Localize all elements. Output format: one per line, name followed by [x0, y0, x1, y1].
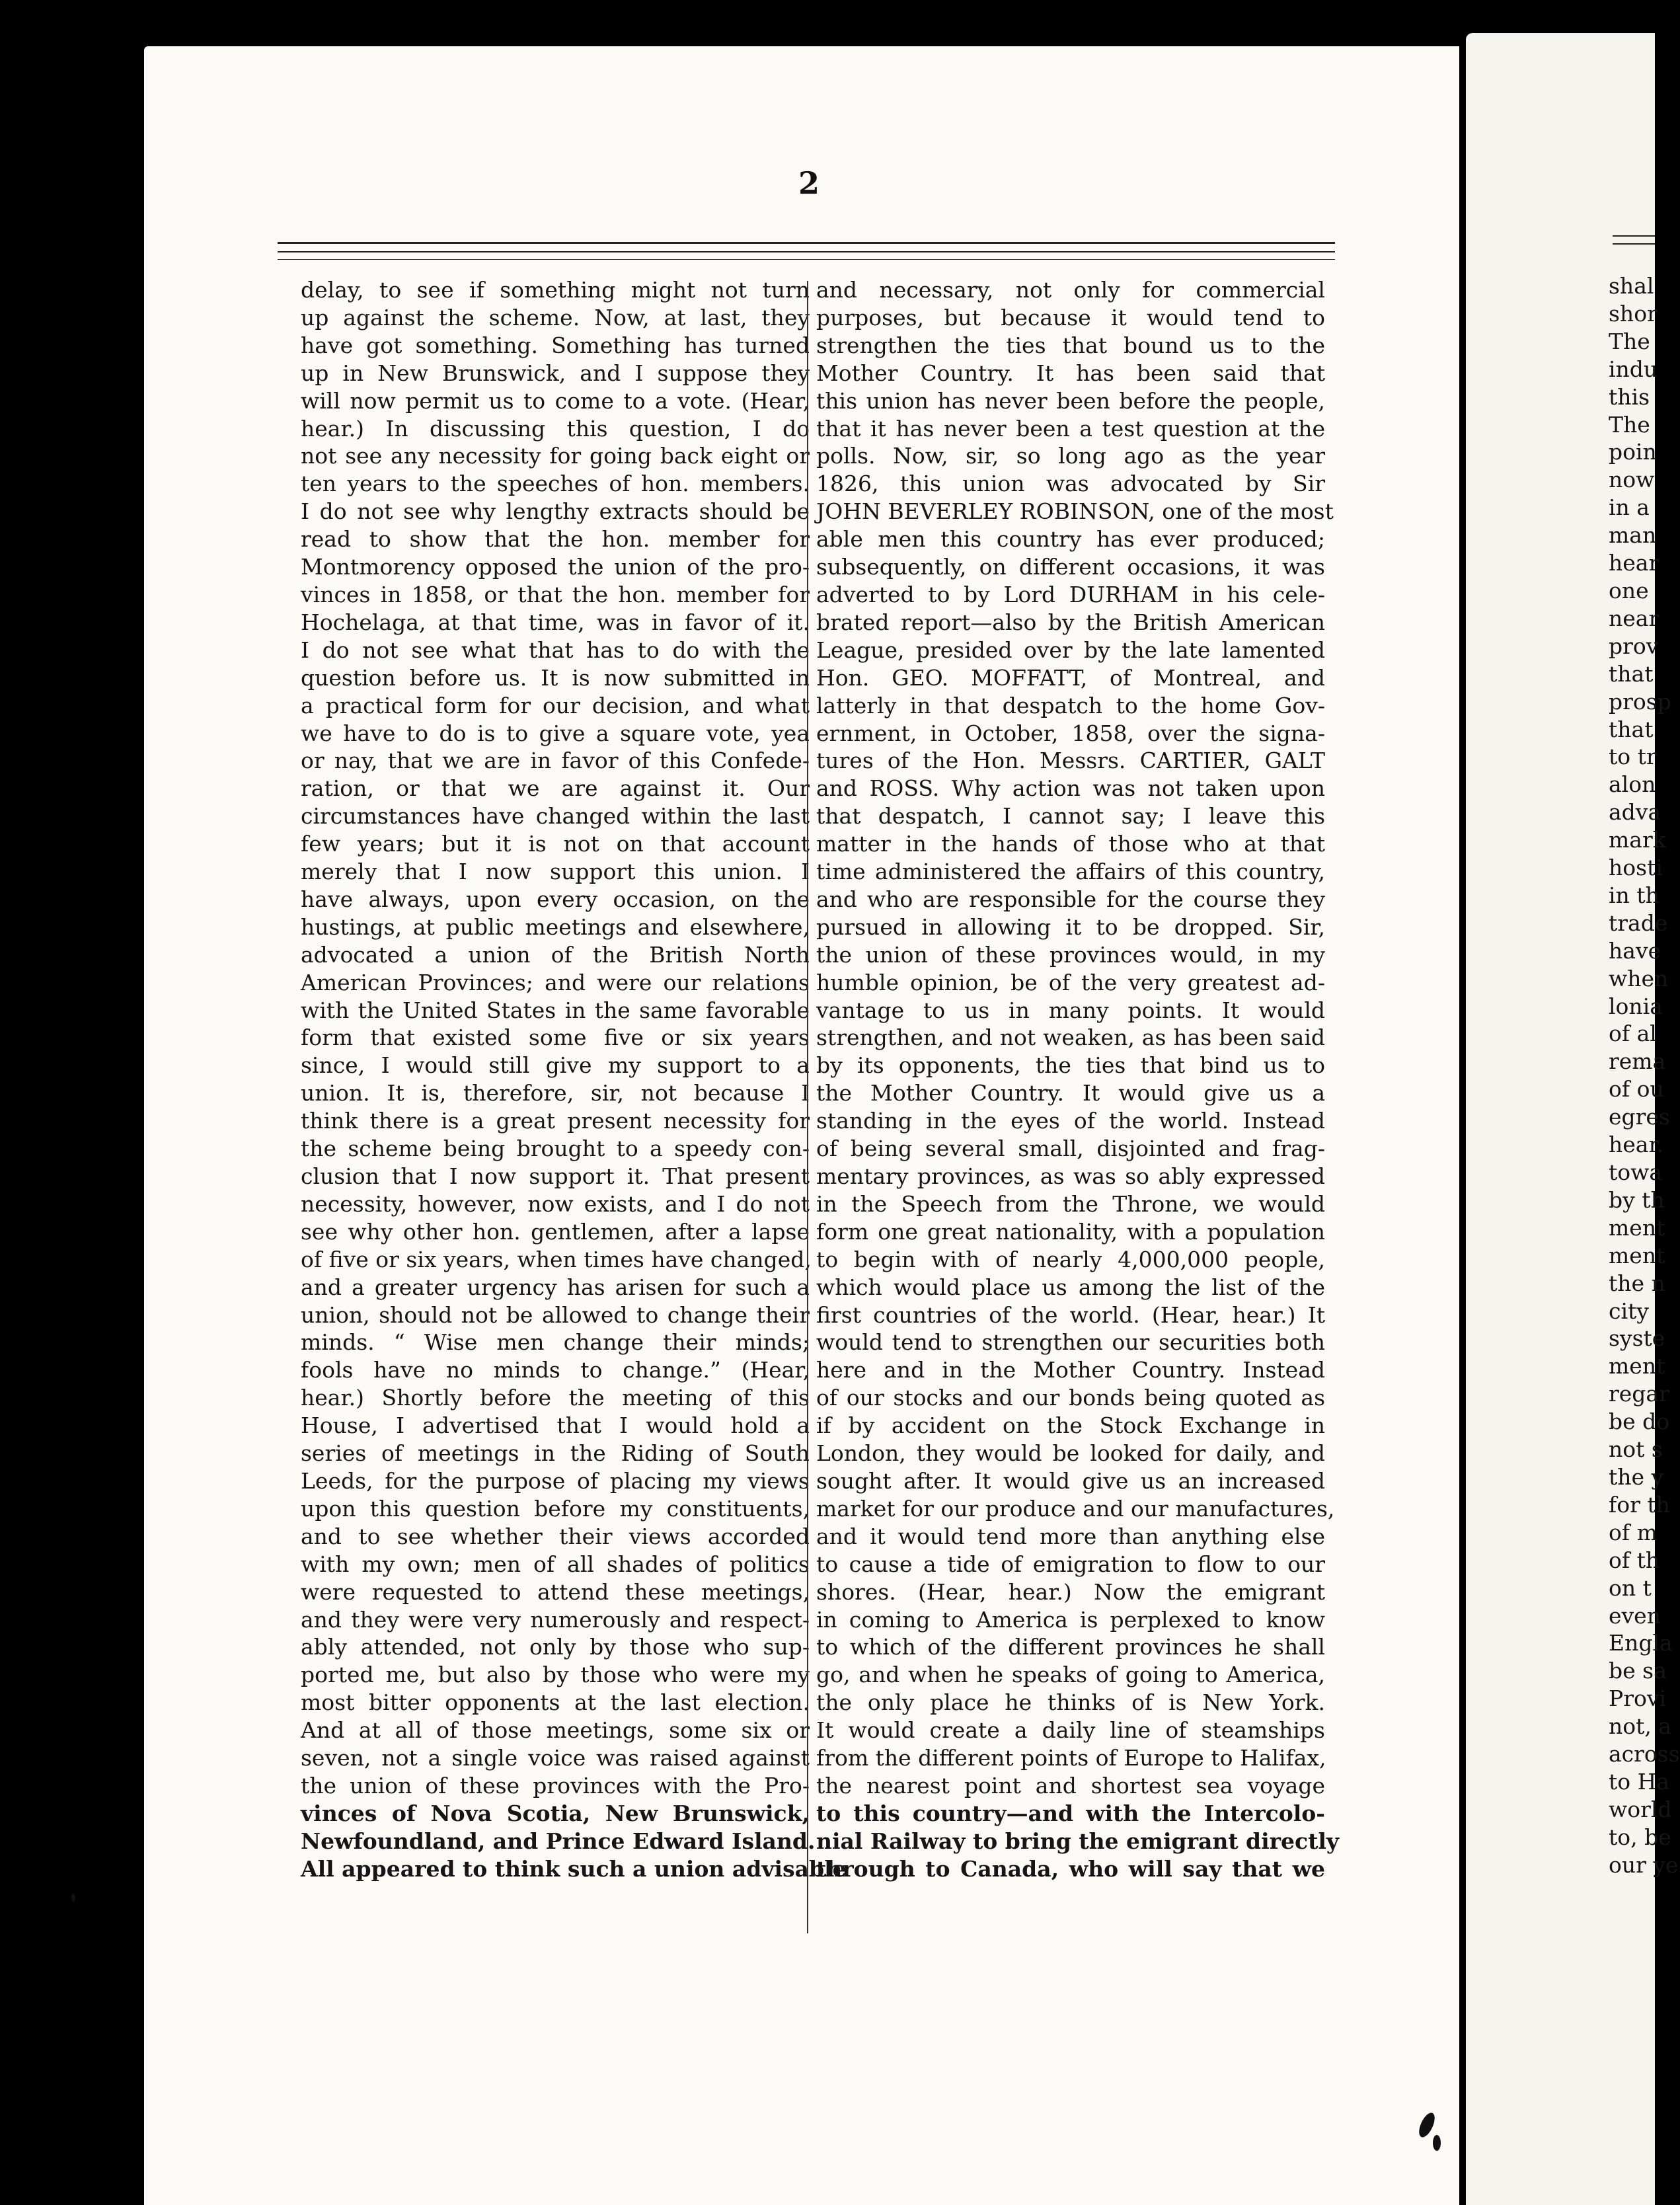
facing-page-line: in th	[1609, 882, 1660, 908]
facing-page-line: be sa	[1609, 1658, 1667, 1684]
text-line: JOHN BEVERLEY ROBINSON, one of the most	[816, 498, 1334, 525]
facing-page-line: to tr	[1609, 744, 1657, 770]
text-line: minds. “ Wise men change their minds;	[301, 1329, 810, 1356]
facing-page-line: of m	[1609, 1519, 1658, 1545]
text-line: and it would tend more than anything else	[816, 1523, 1325, 1549]
facing-page-line: prov	[1609, 633, 1659, 659]
facing-page-line: Engla	[1609, 1630, 1673, 1656]
facing-page-line: trade	[1609, 909, 1668, 936]
text-line: nial Railway to bring the emigrant directly	[816, 1828, 1340, 1854]
facing-page-header-rule	[1613, 235, 1655, 237]
column-divider	[807, 281, 808, 1933]
facing-page-line: ment	[1609, 1242, 1665, 1268]
text-line: to cause a tide of emigration to flow to our	[816, 1551, 1325, 1577]
text-line: with the United States in the same favorable	[301, 997, 810, 1023]
facing-page-header-rule	[1613, 243, 1655, 245]
text-line: were requested to attend these meetings,	[301, 1578, 810, 1605]
facing-page-line: city	[1609, 1297, 1649, 1324]
ink-blot	[1433, 2135, 1441, 2151]
text-line: will now permit us to come to a vote. (Hear,	[301, 387, 810, 414]
text-line: Montmorency opposed the union of the pro-	[301, 554, 810, 580]
text-line: vinces of Nova Scotia, New Brunswick,	[301, 1800, 810, 1826]
text-line: the Mother Country. It would give us a	[816, 1080, 1325, 1106]
text-line: by its opponents, the ties that bind us to	[816, 1052, 1325, 1079]
facing-page-line: ment	[1609, 1214, 1665, 1241]
text-line: strengthen, and not weaken, as has been said	[816, 1025, 1325, 1051]
text-line: and necessary, not only for commercial	[816, 277, 1325, 303]
facing-page-line: shor	[1609, 300, 1658, 327]
text-line: clusion that I now support it. That present	[301, 1163, 810, 1189]
text-line: a practical form for our decision, and what	[301, 692, 810, 718]
text-line: I do not see why lengthy extracts should be	[301, 498, 810, 525]
text-line: since, I would still give my support to a	[301, 1052, 810, 1079]
text-line: mentary provinces, as was so ably expressed	[816, 1163, 1325, 1189]
facing-page-line: by th	[1609, 1186, 1665, 1213]
facing-page-line: indu	[1609, 356, 1658, 382]
text-line: strengthen the ties that bound us to the	[816, 332, 1325, 358]
text-line: vinces in 1858, or that the hon. member for	[301, 581, 810, 607]
facing-page-line: to, be	[1609, 1824, 1671, 1850]
text-line: the union of these provinces with the Pro-	[301, 1772, 810, 1799]
facing-page-line: have	[1609, 937, 1661, 964]
text-line: to this country—and with the Intercolo-	[816, 1800, 1325, 1826]
text-line: ten years to the speeches of hon. members.	[301, 471, 810, 497]
facing-page-line: of ou	[1609, 1076, 1664, 1102]
header-rule	[278, 259, 1335, 260]
text-line: the nearest point and shortest sea voyage	[816, 1772, 1325, 1799]
text-line: of five or six years, when times have changed,	[301, 1246, 812, 1272]
facing-page-line: of al	[1609, 1021, 1657, 1047]
text-line: upon this question before my constituents,	[301, 1495, 810, 1522]
facing-page-line: be do	[1609, 1409, 1670, 1435]
text-line: market for our produce and our manufactures,	[816, 1495, 1335, 1522]
text-line: merely that I now support this union. I	[301, 859, 810, 885]
facing-page-line: not, a	[1609, 1713, 1672, 1740]
text-line: the union of these provinces would, in my	[816, 941, 1325, 968]
text-line: fools have no minds to change.” (Hear,	[301, 1357, 810, 1383]
text-line: able men this country has ever produced;	[816, 526, 1325, 553]
text-line: hear.) In discussing this question, I do	[301, 415, 810, 442]
facing-page-line: now	[1609, 467, 1655, 493]
text-line: vantage to us in many points. It would	[816, 997, 1325, 1023]
facing-page-line: of th	[1609, 1547, 1660, 1573]
text-line: in coming to America is perplexed to know	[816, 1606, 1325, 1633]
text-line: form that existed some five or six years	[301, 1025, 810, 1051]
text-line: tures of the Hon. Messrs. CARTIER, GALT	[816, 748, 1325, 774]
text-line: London, they would be looked for daily, and	[816, 1440, 1325, 1467]
facing-page-line: alon	[1609, 771, 1656, 798]
facing-page-line: egres	[1609, 1104, 1670, 1130]
text-line: And at all of those meetings, some six or	[301, 1717, 810, 1744]
left-text-column	[301, 276, 847, 1883]
text-line: adverted to by Lord DURHAM in his cele-	[816, 581, 1325, 607]
text-line: the scheme being brought to a speedy con-	[301, 1136, 810, 1162]
text-line: from the different points of Europe to Halifax,	[816, 1745, 1326, 1771]
facing-page-line: the y	[1609, 1463, 1664, 1490]
text-line: most bitter opponents at the last election.	[301, 1689, 810, 1716]
text-line: have always, upon every occasion, on the	[301, 886, 810, 912]
ink-speck	[71, 1894, 75, 1902]
text-line: American Provinces; and were our relations	[301, 969, 810, 995]
text-line: ported me, but also by those who were my	[301, 1662, 810, 1688]
text-line: seven, not a single voice was raised against	[301, 1745, 810, 1771]
facing-page-line: that	[1609, 660, 1654, 687]
text-line: few years; but it is not on that account	[301, 831, 810, 857]
facing-page-line: the n	[1609, 1270, 1665, 1296]
facing-page-text-fragment	[1609, 272, 1680, 1879]
text-line: form one great nationality, with a population	[816, 1218, 1325, 1245]
facing-page-line: Provi	[1609, 1685, 1667, 1712]
facing-page-line: for th	[1609, 1491, 1670, 1518]
facing-page-line: when	[1609, 965, 1669, 991]
text-line: series of meetings in the Riding of South	[301, 1440, 810, 1467]
facing-page-line: lonia	[1609, 993, 1663, 1019]
facing-page-line: towa	[1609, 1159, 1663, 1185]
text-line: All appeared to think such a union advisable	[301, 1855, 847, 1882]
facing-page-line: poin	[1609, 439, 1657, 465]
text-line: purposes, but because it would tend to	[816, 304, 1325, 330]
text-line: and who are responsible for the course they	[816, 886, 1325, 912]
text-line: question before us. It is now submitted in	[301, 664, 810, 691]
text-line: ably attended, not only by those who sup-	[301, 1634, 810, 1660]
text-line: that despatch, I cannot say; I leave this	[816, 803, 1325, 830]
facing-page-line: to Ha	[1609, 1768, 1670, 1795]
text-line: ernment, in October, 1858, over the signa-	[816, 720, 1325, 746]
text-line: Mother Country. It has been said that	[816, 360, 1325, 386]
facing-page-line: even	[1609, 1602, 1661, 1629]
text-line: and a greater urgency has arisen for such a	[301, 1274, 810, 1300]
text-line: through to Canada, who will say that we	[816, 1855, 1325, 1882]
text-line: to which of the different provinces he shall	[816, 1634, 1325, 1660]
right-text-column	[816, 276, 1340, 1883]
facing-page-line: this	[1609, 383, 1650, 410]
text-line: first countries of the world. (Hear, hear.) It	[816, 1301, 1325, 1328]
facing-page-line: world	[1609, 1796, 1672, 1822]
text-line: of being several small, disjointed and frag-	[816, 1136, 1325, 1162]
page-number: 2	[798, 165, 820, 201]
header-rule	[278, 251, 1335, 252]
facing-page-line: on t	[1609, 1574, 1652, 1601]
text-line: union. It is, therefore, sir, not because I	[301, 1080, 810, 1106]
text-line: go, and when he speaks of going to America,	[816, 1662, 1325, 1688]
facing-page-line: hear.	[1609, 1132, 1664, 1158]
text-line: of our stocks and our bonds being quoted as	[816, 1385, 1325, 1411]
text-line: standing in the eyes of the world. Instead	[816, 1108, 1325, 1134]
text-line: to begin with of nearly 4,000,000 people,	[816, 1246, 1325, 1272]
facing-page-line: across	[1609, 1741, 1680, 1767]
facing-page-line: one	[1609, 577, 1649, 603]
facing-page-line: prosp	[1609, 688, 1671, 715]
text-line: time administered the affairs of this country,	[816, 859, 1325, 885]
text-line: House, I advertised that I would hold a	[301, 1412, 810, 1439]
text-line: hear.) Shortly before the meeting of this	[301, 1385, 810, 1411]
text-line: Newfoundland, and Prince Edward Island.	[301, 1828, 816, 1854]
text-line: 1826, this union was advocated by Sir	[816, 471, 1325, 497]
facing-page-line: mark	[1609, 827, 1666, 853]
facing-page-line: shal	[1609, 273, 1654, 299]
text-line: advocated a union of the British North	[301, 941, 810, 968]
facing-page-line: The	[1609, 328, 1650, 354]
text-line: which would place us among the list of the	[816, 1274, 1325, 1300]
text-line: or nay, that we are in favor of this Confede-	[301, 748, 810, 774]
text-line: brated report—also by the British American	[816, 609, 1325, 635]
text-line: think there is a great present necessity for	[301, 1108, 810, 1134]
text-line: latterly in that despatch to the home Gov-	[816, 692, 1325, 718]
facing-page-line: regar	[1609, 1381, 1669, 1407]
text-line: humble opinion, be of the very greatest ad-	[816, 969, 1325, 995]
text-line: subsequently, on different occasions, it was	[816, 554, 1325, 580]
text-line: union, should not be allowed to change their	[301, 1301, 810, 1328]
text-line: this union has never been before the people,	[816, 387, 1325, 414]
facing-page-line: ment	[1609, 1353, 1665, 1379]
facing-page-line: hosti	[1609, 855, 1663, 881]
facing-page-line: The	[1609, 411, 1650, 438]
facing-page-line: hear	[1609, 550, 1660, 576]
text-line: pursued in allowing it to be dropped. Sir,	[816, 913, 1325, 940]
text-line: here and in the Mother Country. Instead	[816, 1357, 1325, 1383]
facing-page-line: rema	[1609, 1048, 1666, 1075]
text-line: Hon. GEO. MOFFATT, of Montreal, and	[816, 664, 1325, 691]
facing-page-line: adva	[1609, 799, 1661, 826]
facing-page-line: that	[1609, 716, 1654, 742]
text-line: read to show that the hon. member for	[301, 526, 810, 553]
text-line: It would create a daily line of steamships	[816, 1717, 1325, 1744]
text-line: up against the scheme. Now, at last, they	[301, 304, 810, 330]
text-line: necessity, however, now exists, and I do not	[301, 1190, 810, 1217]
text-line: would tend to strengthen our securities both	[816, 1329, 1325, 1356]
text-line: League, presided over by the late lamented	[816, 637, 1325, 663]
text-line: up in New Brunswick, and I suppose they	[301, 360, 810, 386]
text-line: circumstances have changed within the last	[301, 803, 810, 830]
text-line: ration, or that we are against it. Our	[301, 775, 810, 802]
text-line: Hochelaga, at that time, was in favor of it.	[301, 609, 810, 635]
text-line: Leeds, for the purpose of placing my views	[301, 1467, 810, 1494]
text-line: I do not see what that has to do with the	[301, 637, 810, 663]
text-line: and they were very numerously and respect-	[301, 1606, 810, 1633]
text-line: have got something. Something has turned	[301, 332, 810, 358]
text-line: with my own; men of all shades of politics	[301, 1551, 810, 1577]
text-line: shores. (Hear, hear.) Now the emigrant	[816, 1578, 1325, 1605]
text-line: the only place he thinks of is New York.	[816, 1689, 1325, 1716]
text-line: in the Speech from the Throne, we would	[816, 1190, 1325, 1217]
text-line: matter in the hands of those who at that	[816, 831, 1325, 857]
header-rule	[278, 242, 1335, 244]
facing-page-line: near	[1609, 605, 1660, 631]
facing-page-line: not s	[1609, 1436, 1663, 1463]
text-line: delay, to see if something might not turn	[301, 277, 810, 303]
facing-page-line: our ye	[1609, 1851, 1679, 1878]
facing-page-line: in a	[1609, 494, 1650, 521]
text-line: and ROSS. Why action was not taken upon	[816, 775, 1325, 802]
text-line: and to see whether their views accorded	[301, 1523, 810, 1549]
text-line: not see any necessity for going back eight or	[301, 443, 810, 469]
text-line: hustings, at public meetings and elsewhere,	[301, 913, 810, 940]
facing-page-line: man	[1609, 522, 1657, 549]
facing-page-line: syste	[1609, 1325, 1665, 1352]
text-line: polls. Now, sir, so long ago as the year	[816, 443, 1325, 469]
text-line: sought after. It would give us an increased	[816, 1467, 1325, 1494]
text-line: that it has never been a test question at the	[816, 415, 1325, 442]
text-line: we have to do is to give a square vote, yea	[301, 720, 810, 746]
text-line: if by accident on the Stock Exchange in	[816, 1412, 1325, 1439]
text-line: see why other hon. gentlemen, after a lapse	[301, 1218, 810, 1245]
